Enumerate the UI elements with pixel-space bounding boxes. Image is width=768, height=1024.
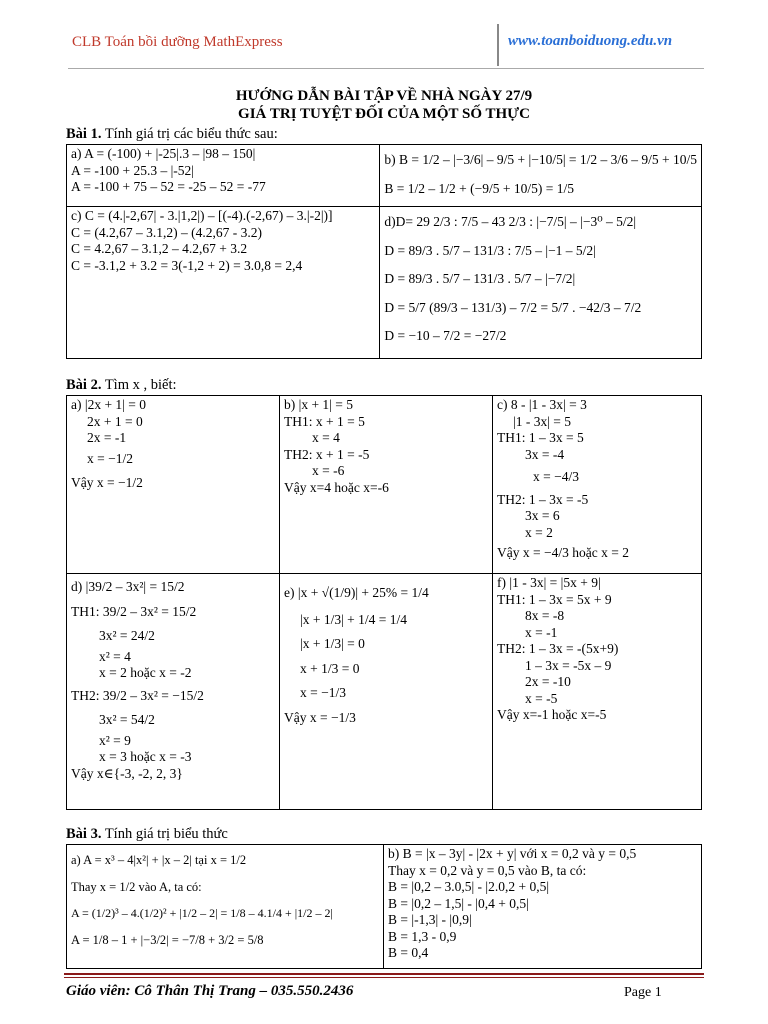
math-line: b) B = |x – 3y| - |2x + y| với x = 0,2 và y = 0,5 [388, 846, 637, 861]
math-line: A = (1/2)³ – 4.(1/2)² + |1/2 – 2| = 1/8 – 4.1/4 + |1/2 – 2| [71, 906, 333, 920]
math-line: 3x = -4 [525, 446, 565, 462]
math-line: e) |x + √(1/9)| + 25% = 1/4 [284, 585, 429, 600]
math-line: b) |x + 1| = 5 [284, 397, 354, 412]
bai3-cell-a [67, 845, 384, 969]
header-divider [497, 24, 499, 66]
bai3-cell-b [384, 845, 702, 969]
math-line: Vậy x = −4/3 hoặc x = 2 [497, 545, 629, 560]
bai1-cell-b [380, 145, 702, 207]
math-line: D = 89/3 . 5/7 – 131/3 : 7/5 – |−1 – 5/2| [384, 242, 596, 258]
math-line: Thay x = 1/2 vào A, ta có: [71, 879, 202, 894]
math-line: x = 4 [312, 430, 340, 445]
math-line: 2x = -10 [525, 674, 571, 689]
bai1-prompt: Tính giá trị các biểu thức sau: [104, 126, 278, 142]
doc-title-line2: GIÁ TRỊ TUYỆT ĐỐI CỦA MỘT SỐ THỰC [238, 106, 530, 122]
bai2-cell-a [67, 396, 280, 574]
math-line: Vậy x=4 hoặc x=-6 [284, 479, 389, 495]
bai2-cell-d [67, 574, 280, 810]
math-line: A = -100 + 75 – 52 = -25 – 52 = -77 [71, 179, 266, 194]
math-line: C = 4.2,67 – 3.1,2 – 4.2,67 + 3.2 [71, 241, 248, 256]
club-name: CLB Toán bồi dưỡng MathExpress [72, 34, 283, 50]
math-line: x² = 9 [99, 732, 131, 748]
bai2-cell-c [493, 396, 702, 574]
math-line: TH2: 1 – 3x = -(5x+9) [497, 641, 619, 656]
math-line: D = 89/3 . 5/7 – 131/3 . 5/7 – |−7/2| [384, 271, 576, 286]
math-line: 2x = -1 [87, 430, 127, 445]
math-line: |x + 1/3| = 0 [300, 636, 365, 651]
bai2-heading [66, 377, 177, 394]
math-line: x = -5 [525, 690, 558, 706]
bai2-cell-e [280, 574, 493, 810]
page-number: Page 1 [624, 985, 662, 1000]
math-line: x = −4/3 [533, 469, 579, 484]
math-line: d) |39/2 – 3x²| = 15/2 [71, 579, 185, 594]
math-line: TH2: 39/2 – 3x² = −15/2 [71, 687, 204, 703]
website-link[interactable]: www.toanboiduong.edu.vn [508, 33, 673, 49]
bai2-cell-b [280, 396, 493, 574]
math-line: 3x² = 54/2 [99, 712, 155, 727]
bai1-cell-a [67, 145, 380, 207]
math-line: x² = 4 [99, 648, 131, 664]
math-line: B = |0,2 – 1,5| - |0,4 + 0,5| [388, 895, 529, 911]
math-line: |x + 1/3| + 1/4 = 1/4 [300, 611, 407, 627]
math-line: x = 2 hoặc x = -2 [99, 665, 192, 680]
bai2-table [66, 395, 702, 810]
math-line: f) |1 - 3x| = |5x + 9| [497, 575, 601, 590]
math-line: x = -1 [525, 624, 558, 640]
bai2-label: Bài 2. [66, 377, 102, 393]
math-line: Vậy x=-1 hoặc x=-5 [497, 707, 607, 722]
math-line: B = 1,3 - 0,9 [388, 928, 457, 944]
bai1-table [66, 144, 702, 359]
math-line: a) A = x³ – 4|x²| + |x – 2| tại x = 1/2 [71, 853, 247, 867]
math-line: x = 2 [525, 524, 553, 540]
bai2-cell-f [493, 574, 702, 810]
bai1-heading [66, 126, 278, 143]
math-line: x + 1/3 = 0 [300, 660, 360, 676]
math-line: Thay x = 0,2 và y = 0,5 vào B, ta có: [388, 862, 587, 878]
math-line: TH1: 1 – 3x = 5 [497, 430, 584, 445]
math-line: |1 - 3x| = 5 [513, 413, 572, 429]
math-line: C = (4.2,67 – 3.1,2) – (4.2,67 - 3.2) [71, 224, 262, 240]
math-line: d)D= 29 2/3 : 7/5 – 43 2/3 : |−7/5| – |−3⁰ – 5/2| [384, 214, 637, 229]
math-line: x = −1/2 [87, 450, 133, 466]
math-line: TH2: 1 – 3x = -5 [497, 491, 589, 507]
math-line: a) |2x + 1| = 0 [71, 397, 146, 412]
math-line: c) C = (4.|-2,67| - 3.|1,2|) – [(-4).(-2,67) – 3.|-2|)] [71, 208, 333, 223]
math-line: C = -3.1,2 + 3.2 = 3(-1,2 + 2) = 3.0,8 = 2,4 [71, 257, 303, 273]
math-line: Vậy x = −1/2 [71, 475, 143, 490]
footer-rule-thin [64, 977, 704, 978]
footer-rule [64, 973, 704, 975]
bai3-prompt: Tính giá trị biểu thức [104, 826, 228, 842]
math-line: x = 3 hoặc x = -3 [99, 749, 192, 764]
math-line: TH1: 39/2 – 3x² = 15/2 [71, 603, 197, 619]
math-line: TH1: x + 1 = 5 [284, 413, 365, 429]
math-line: Vậy x∈{-3, -2, 2, 3} [71, 765, 183, 781]
bai2-prompt: Tìm x , biết: [104, 377, 177, 393]
math-line: D = 5/7 (89/3 – 131/3) – 7/2 = 5/7 . −42/3 – 7/2 [384, 299, 642, 315]
page-header [0, 0, 768, 70]
math-line: A = -100 + 25.3 – |-52| [71, 162, 195, 178]
math-line: x = −1/3 [300, 685, 346, 700]
bai1-cell-c [67, 207, 380, 359]
math-line: TH1: 1 – 3x = 5x + 9 [497, 591, 612, 607]
math-line: Vậy x = −1/3 [284, 709, 356, 725]
header-rule [68, 68, 704, 69]
math-line: A = 1/8 – 1 + |−3/2| = −7/8 + 3/2 = 5/8 [71, 932, 264, 947]
teacher-info: Giáo viên: Cô Thân Thị Trang – 035.550.2436 [66, 983, 354, 999]
bai3-label: Bài 3. [66, 826, 102, 842]
math-line: 3x² = 24/2 [99, 628, 155, 643]
math-line: b) B = 1/2 – |−3/6| – 9/5 + |−10/5| = 1/2 – 3/6 – 9/5 + 10/5 [384, 152, 697, 167]
bai1-label: Bài 1. [66, 126, 102, 142]
math-line: 3x = 6 [525, 508, 560, 523]
math-line: B = 1/2 – 1/2 + (−9/5 + 10/5) = 1/5 [384, 180, 574, 196]
math-line: B = |0,2 – 3.0,5| - |2.0,2 + 0,5| [388, 879, 550, 894]
math-line: D = −10 – 7/2 = −27/2 [384, 328, 507, 343]
doc-title-line1: HƯỚNG DẪN BÀI TẬP VỀ NHÀ NGÀY 27/9 [235, 88, 533, 104]
math-line: a) A = (-100) + |-25|.3 – |98 – 150| [71, 146, 256, 161]
math-line: 2x + 1 = 0 [87, 413, 143, 429]
bai3-heading [66, 826, 228, 843]
math-line: B = |-1,3| - |0,9| [388, 912, 472, 927]
math-line: B = 0,4 [388, 945, 429, 960]
math-line: 8x = -8 [525, 608, 565, 623]
bai1-cell-d [380, 207, 702, 359]
bai3-table [66, 844, 702, 969]
math-line: TH2: x + 1 = -5 [284, 446, 370, 462]
math-line: x = -6 [312, 463, 345, 478]
math-line: c) 8 - |1 - 3x| = 3 [497, 397, 587, 412]
math-line: 1 – 3x = -5x – 9 [525, 657, 612, 673]
